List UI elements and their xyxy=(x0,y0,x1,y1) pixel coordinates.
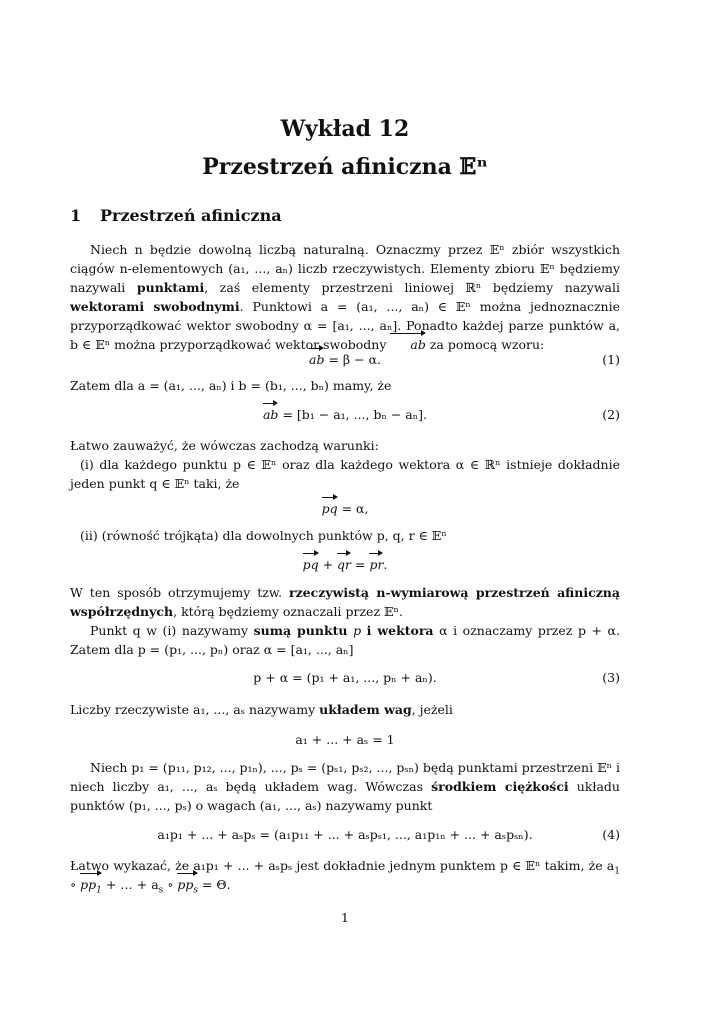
equation-number: (2) xyxy=(602,407,620,422)
condition-i: (i) dla każdego punktu p ∈ 𝔼ⁿ oraz dla każdego wektora α ∈ ℝⁿ istnieje dokładnie jeden punkt q ∈ 𝔼ⁿ taki, że xyxy=(70,457,620,491)
term-punkty: punktami xyxy=(136,280,205,295)
paragraph-zatem: Zatem dla a = (a₁, ..., aₙ) i b = (b₁, ..., bₙ) mamy, że xyxy=(70,378,392,393)
equation-1: ab = β − α. (1) xyxy=(309,352,620,367)
section-title: Przestrzeń afiniczna xyxy=(100,206,282,225)
term-wektory: wektorami swobodnymi xyxy=(70,299,240,314)
term-przestrzen: rzeczywistą n-wymiarową przestrzeń afiniczną współrzędnych xyxy=(70,585,620,619)
paragraph-afiniczna: W ten sposób otrzymujemy tzw. rzeczywistą n-wymiarową przestrzeń afiniczną współrzędnych, którą będziemy oznaczali przez 𝔼ⁿ. xyxy=(70,585,620,619)
paragraph-warunki: Łatwo zauważyć, że wówczas zachodzą warunki: xyxy=(70,438,379,453)
equation-3: p + α = (p₁ + a₁, ..., pₙ + aₙ). (3) xyxy=(253,670,620,685)
equation-2: ab = [b₁ − a₁, ..., bₙ − aₙ]. (2) xyxy=(262,407,620,422)
condition-ii: (ii) (równość trójkąta) dla dowolnych punktów p, q, r ∈ 𝔼ⁿ xyxy=(80,528,447,543)
term-srodek: środkiem ciężkości xyxy=(431,779,569,794)
equation-number: (1) xyxy=(602,352,620,367)
equation-number: (4) xyxy=(602,827,620,842)
paragraph-wagi: Liczby rzeczywiste a₁, ..., aₛ nazywamy układem wag, jeżeli xyxy=(70,702,453,717)
equation-4: a₁p₁ + ... + aₛpₛ = (a₁p₁₁ + ... + aₛpₛ₁, ..., a₁p₁ₙ + ... + aₛpₛₙ). (4) xyxy=(157,827,620,842)
term-uklad-wag: układem wag xyxy=(319,702,412,717)
vector-ab: ab xyxy=(390,335,425,354)
lecture-subtitle: Przestrzeń afiniczna 𝔼ⁿ xyxy=(202,154,488,180)
document-page xyxy=(70,0,620,1024)
equation-number: (3) xyxy=(602,670,620,685)
paragraph-wykazac: Łatwo wykazać, że a₁p₁ + ... + aₛpₛ jest dokładnie jednym punktem p ∈ 𝔼ⁿ takim, że $a_1$ ∘ $pp_1$ + … + $a_s$ ∘ $pp_s = \Theta$. xyxy=(70,858,620,896)
section-number: 1 xyxy=(70,206,82,225)
paragraph-suma: Punkt q w (i) nazywamy sumą punktu p i wektora α i oznaczamy przez p + α. Zatem dla p = (p₁, ..., pₙ) oraz α = [a₁, ..., aₙ] xyxy=(70,623,620,657)
equation-triangle: pq + qr = pr. xyxy=(302,557,388,572)
equation-pq: pq = α, xyxy=(321,501,369,516)
paragraph-definition: Niech n będzie dowolną liczbą naturalną. Oznaczmy przez 𝔼ⁿ zbiór wszystkich ciągów n-elementowych (a₁, ..., aₙ) liczb rzeczywistych. Elementy zbioru 𝔼ⁿ będziemy nazywali punktami, zaś elementy przestrzeni liniowej ℝⁿ będziemy nazywali wektorami swobodnymi. Punktowi a = (a₁, ..., aₙ) ∈ 𝔼ⁿ można jednoznacznie przyporządkować wektor swobodny α = [a₁, ..., aₙ]. Ponadto każdej parze punktów a, b ∈ 𝔼ⁿ można przyporządkować wektor swobodny ab za pomocą wzoru: xyxy=(70,242,620,352)
paragraph-srodek: Niech p₁ = (p₁₁, p₁₂, ..., p₁ₙ), ..., pₛ = (pₛ₁, pₛ₂, ..., pₛₙ) będą punktami przestrzeni 𝔼ⁿ i niech liczby a₁, ..., aₛ będą układem wag. Wówczas środkiem ciężkości układu punktów (p₁, ..., pₛ) o wagach (a₁, ..., aₛ) nazywamy punkt xyxy=(70,760,620,813)
term-suma: sumą punktu xyxy=(253,623,348,638)
page-number: 1 xyxy=(341,910,349,925)
section-heading xyxy=(70,206,282,225)
term-wektora: i wektora xyxy=(366,623,434,638)
equation-wag: a₁ + ... + aₛ = 1 xyxy=(295,732,395,747)
lecture-title: Wykład 12 xyxy=(280,116,410,142)
